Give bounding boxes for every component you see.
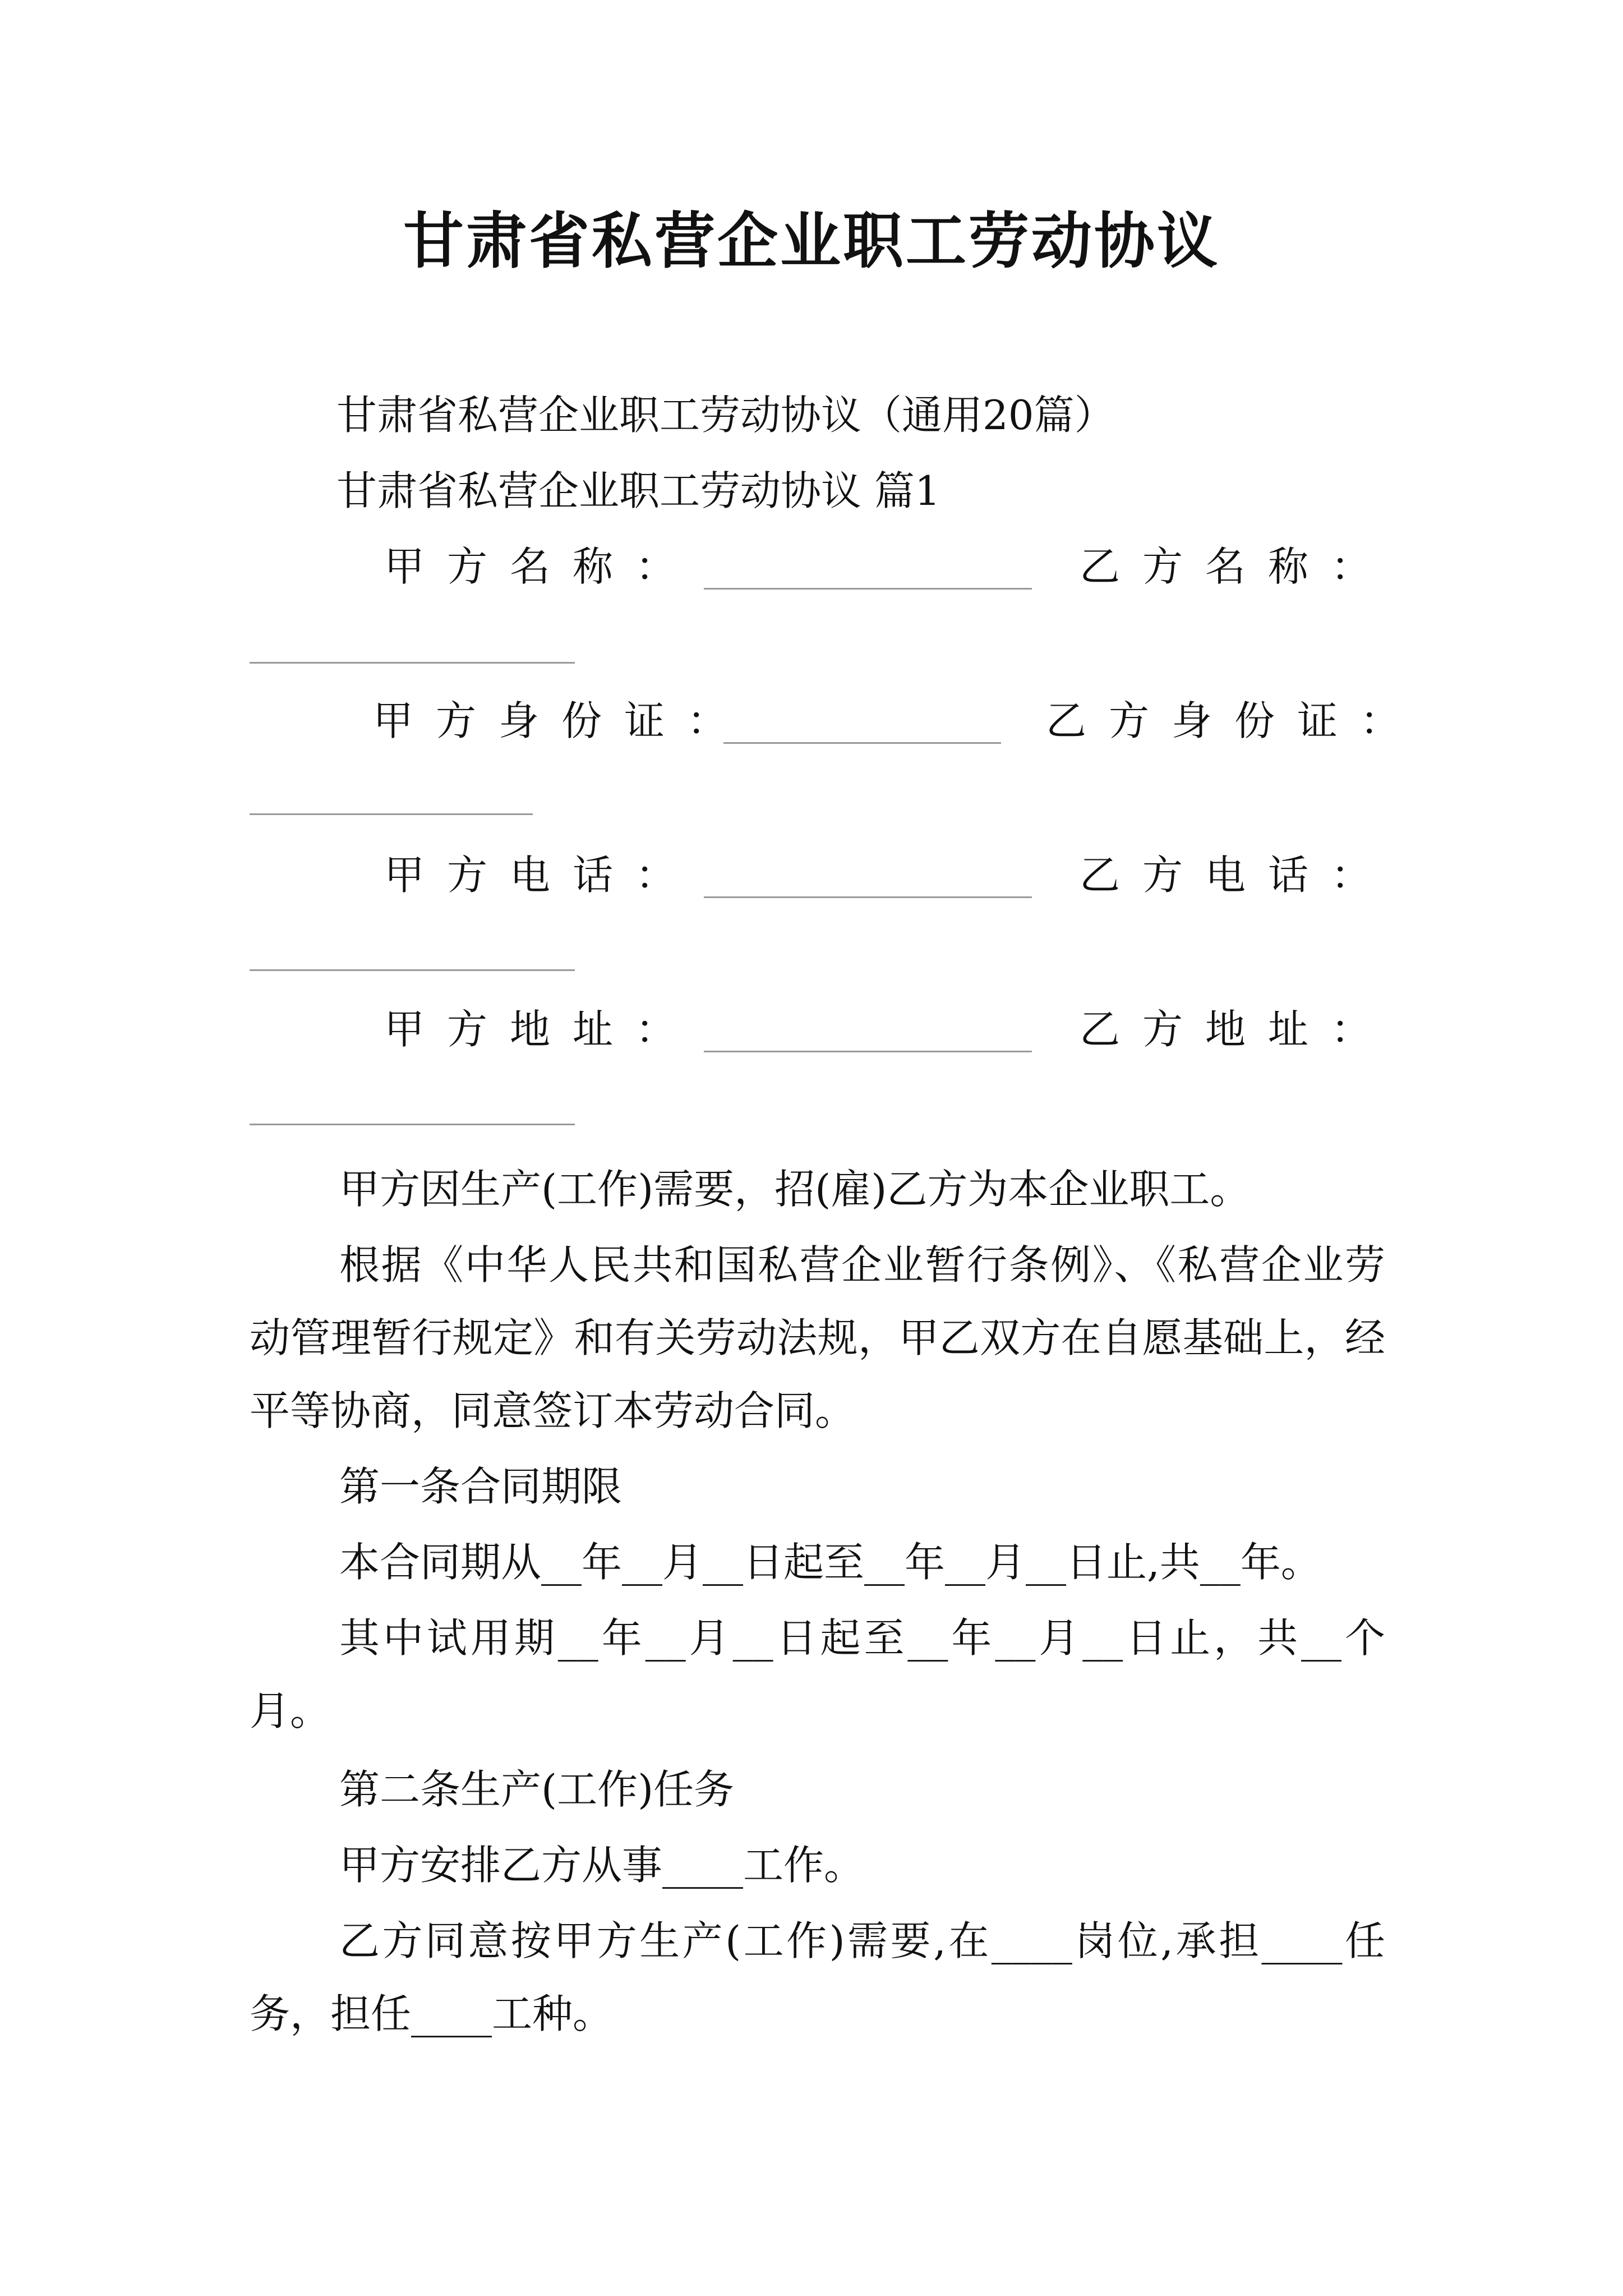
party-b-phone-blank bbox=[250, 969, 575, 971]
party-a-id-blank bbox=[723, 742, 1001, 744]
party-b-address-blank bbox=[250, 1124, 575, 1125]
document-title: 甘肃省私营企业职工劳动协议 bbox=[403, 206, 1220, 277]
party-a-address-blank bbox=[704, 1051, 1032, 1052]
article-1-probation: 其中试用期__年__月__日起至__年__月__日止，共__个月。 bbox=[250, 1614, 1385, 1734]
article-2-agreement: 乙方同意按甲方生产(工作)需要,在____岗位,承担____任务，担任____工种。 bbox=[250, 1917, 1385, 2037]
party-b-address-label: 乙方地址： bbox=[1080, 1006, 1394, 1053]
section-heading: 甘肃省私营企业职工劳动协议 篇1 bbox=[336, 467, 940, 514]
party-a-phone-label: 甲方电话： bbox=[384, 852, 699, 899]
article-2-heading: 第二条生产(工作)任务 bbox=[339, 1766, 735, 1813]
party-a-name-label: 甲方名称： bbox=[384, 543, 699, 590]
party-b-phone-label: 乙方电话： bbox=[1080, 852, 1394, 899]
party-a-id-label: 甲方身份证： bbox=[373, 697, 750, 744]
party-b-id-blank bbox=[250, 813, 533, 815]
paragraph-recruitment: 甲方因生产(工作)需要，招(雇)乙方为本企业职工。 bbox=[339, 1166, 1251, 1213]
party-b-name-label: 乙方名称： bbox=[1080, 543, 1394, 590]
party-a-name-blank bbox=[704, 588, 1032, 590]
article-1-heading: 第一条合同期限 bbox=[339, 1463, 623, 1510]
article-2-assignment: 甲方安排乙方从事____工作。 bbox=[339, 1842, 865, 1889]
party-a-address-label: 甲方地址： bbox=[384, 1006, 699, 1053]
party-a-phone-blank bbox=[704, 896, 1032, 898]
document-subtitle: 甘肃省私营企业职工劳动协议（通用20篇） bbox=[336, 392, 1115, 439]
paragraph-legal-basis: 根据《中华人民共和国私营企业暂行条例》、《私营企业劳动管理暂行规定》和有关劳动法规，甲乙双方在自愿基础上，经平等协商，同意签订本劳动合同。 bbox=[250, 1241, 1385, 1434]
article-1-term: 本合同期从__年__月__日起至__年__月__日止,共__年。 bbox=[339, 1539, 1321, 1586]
party-b-id-label: 乙方身份证： bbox=[1046, 697, 1423, 744]
party-b-name-blank bbox=[250, 662, 575, 664]
